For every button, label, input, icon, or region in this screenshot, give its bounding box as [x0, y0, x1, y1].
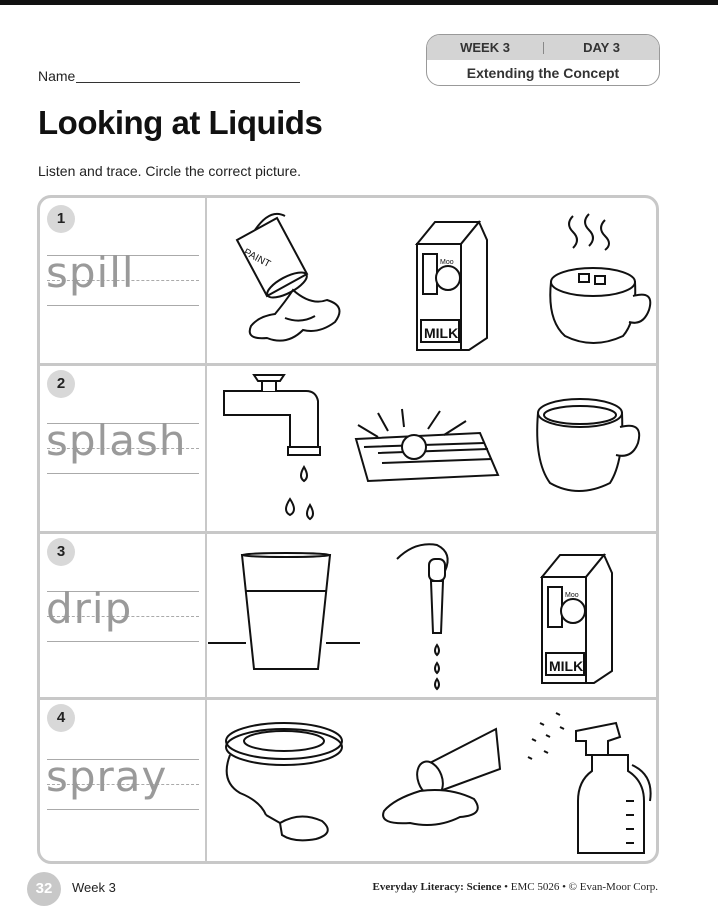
row-number: 1 — [47, 205, 75, 233]
worksheet-row-3 — [40, 531, 656, 700]
paint-spill-icon[interactable] — [215, 206, 355, 356]
carton-label: MILK — [424, 325, 459, 341]
milk-carton-icon[interactable] — [530, 549, 620, 689]
can-label: PAINT — [241, 246, 273, 271]
instructions: Listen and trace. Circle the correct picture. — [38, 163, 302, 179]
garden-hose-icon[interactable] — [210, 711, 360, 851]
trace-word[interactable]: splash — [46, 416, 187, 465]
glass-of-water-icon[interactable] — [208, 551, 363, 686]
worksheet-table — [37, 195, 659, 864]
mug-icon[interactable] — [532, 391, 652, 501]
credit-title: Everyday Literacy: Science — [372, 881, 502, 893]
cow-moo: Moo — [565, 592, 579, 599]
worksheet-row-1 — [40, 198, 656, 366]
name-field[interactable] — [76, 82, 300, 83]
name-label: Name — [38, 68, 76, 84]
top-border — [0, 0, 718, 5]
page-title: Looking at Liquids — [38, 104, 323, 141]
week-label: WEEK 3 — [460, 40, 510, 55]
page-number: 32 — [27, 872, 61, 906]
footer-credit — [372, 881, 658, 893]
eyedropper-icon[interactable] — [385, 539, 475, 689]
day-label: DAY 3 — [583, 40, 620, 55]
ball-splash-icon[interactable] — [348, 403, 508, 493]
row-number: 2 — [47, 370, 75, 398]
spilled-cup-icon[interactable] — [370, 725, 510, 835]
dripping-faucet-icon[interactable] — [220, 371, 330, 521]
week-day-tag — [426, 34, 660, 86]
trace-word[interactable]: spray — [46, 752, 168, 801]
section-label: Extending the Concept — [466, 64, 620, 81]
worksheet-row-2 — [40, 363, 656, 534]
footer-week: Week 3 — [72, 880, 116, 895]
credit-rest: • EMC 5026 • © Evan-Moor Corp. — [501, 881, 658, 893]
carton-label: MILK — [549, 658, 584, 674]
cow-moo: Moo — [440, 259, 454, 266]
milk-carton-icon[interactable] — [405, 216, 495, 356]
trace-word[interactable]: spill — [46, 248, 135, 297]
row-number: 4 — [47, 704, 75, 732]
spray-bottle-icon[interactable] — [516, 705, 656, 855]
row-number: 3 — [47, 538, 75, 566]
trace-word[interactable]: drip — [46, 584, 133, 633]
hot-cocoa-mug-icon[interactable] — [543, 210, 653, 350]
worksheet-row-4 — [40, 697, 656, 861]
